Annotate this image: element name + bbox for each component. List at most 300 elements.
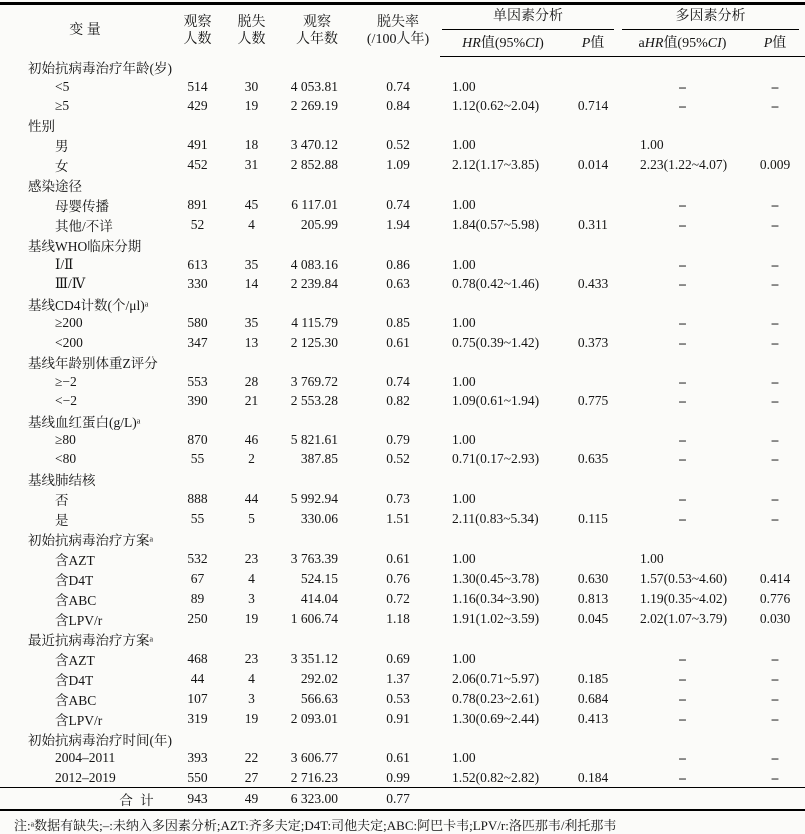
loss-rate: 1.18 — [386, 610, 410, 626]
p-value: 0.684 — [577, 690, 609, 706]
data-row — [0, 215, 805, 235]
hr-value: 0.75(0.39~1.42) — [452, 334, 540, 350]
header-text: 脱失率 — [377, 14, 419, 30]
hr-value — [440, 788, 566, 811]
variable-label: <80 — [55, 451, 77, 467]
lost-count: 3 — [248, 690, 255, 706]
p-value — [566, 77, 620, 96]
data-row — [0, 314, 805, 333]
table-body — [0, 57, 805, 811]
lost-count: 4 — [248, 217, 255, 233]
variable-group-row — [0, 469, 805, 489]
lost-count: 21 — [244, 392, 259, 408]
hr-value: 1.00 — [452, 197, 476, 213]
variable-group-row — [0, 175, 805, 195]
p-value: – — [771, 97, 779, 113]
observed-count: 429 — [187, 97, 208, 113]
p-value: 0.045 — [577, 610, 609, 626]
observed-count: 107 — [187, 690, 208, 706]
p-value — [566, 431, 620, 450]
ahr-value: – — [679, 78, 686, 94]
header-text: 人数 — [183, 31, 212, 47]
ahr-value: – — [679, 217, 686, 233]
header-text: 多因素分析 — [622, 5, 799, 30]
lost-count: 30 — [244, 78, 259, 94]
hr-value: 2.12(1.17~3.85) — [452, 157, 540, 173]
loss-rate: 0.74 — [386, 197, 410, 213]
hr-value: 1.84(0.57~5.98) — [452, 217, 540, 233]
ahr-value: – — [679, 392, 686, 408]
person-years: 2 716.23 — [290, 769, 338, 785]
group-label: 基线血红蛋白(g/L)ᵃ — [28, 414, 141, 430]
p-value: – — [771, 670, 779, 686]
variable-label: <5 — [55, 78, 70, 94]
observed-count: 390 — [187, 392, 208, 408]
p-value: 0.014 — [577, 157, 609, 173]
p-value: – — [771, 510, 779, 526]
group-label: 初始抗病毒治疗时间(年) — [28, 732, 172, 748]
p-value: – — [771, 217, 779, 233]
variable-label: 含AZT — [55, 652, 95, 668]
hr-value: 1.12(0.62~2.04) — [452, 97, 540, 113]
group-label: 最近抗病毒治疗方案ᵃ — [28, 632, 154, 648]
header-text: 人数 — [237, 31, 266, 47]
person-years: 3 606.77 — [290, 750, 338, 766]
variable-label: ≥5 — [55, 97, 70, 113]
header-text: P — [581, 35, 591, 51]
ahr-value: – — [679, 276, 686, 292]
lost-count: 49 — [225, 788, 278, 811]
group-label: 初始抗病毒治疗年龄(岁) — [28, 61, 172, 76]
hr-value: 1.00 — [452, 373, 476, 389]
total-row — [0, 788, 805, 811]
person-years: 5 992.94 — [290, 490, 338, 506]
ahr-value — [620, 788, 745, 811]
data-row — [0, 77, 805, 96]
p-value — [566, 314, 620, 333]
person-years: 1 606.74 — [290, 610, 338, 626]
observed-count: 553 — [187, 373, 208, 389]
observed-count: 44 — [190, 670, 205, 686]
p-value: 0.813 — [577, 590, 609, 606]
person-years: 2 125.30 — [290, 334, 338, 350]
data-row — [0, 549, 805, 569]
p-value: 0.414 — [759, 570, 791, 586]
ahr-value: – — [679, 197, 686, 213]
lost-count: 27 — [244, 769, 259, 785]
person-years: 566.63 — [300, 690, 338, 706]
p-value: 0.776 — [759, 590, 791, 606]
lost-count: 5 — [248, 510, 255, 526]
person-years: 330.06 — [300, 510, 338, 526]
p-value — [745, 135, 805, 155]
hr-value: 2.11(0.83~5.34) — [452, 510, 539, 526]
p-value: – — [771, 769, 779, 785]
group-label: 基线WHO临床分期 — [28, 239, 142, 255]
col-header-person-years — [278, 4, 356, 57]
p-value — [566, 255, 620, 274]
hr-value: 1.91(1.02~3.59) — [452, 610, 540, 626]
p-value — [566, 749, 620, 768]
person-years: 4 115.79 — [291, 315, 338, 331]
observed-count: 347 — [187, 334, 208, 350]
data-row — [0, 689, 805, 709]
group-label: 初始抗病毒治疗方案ᵃ — [28, 532, 154, 548]
loss-rate: 0.52 — [386, 137, 410, 153]
lost-count: 31 — [244, 157, 259, 173]
hr-value: 1.30(0.69~2.44) — [452, 710, 540, 726]
p-value: – — [771, 256, 779, 272]
group-label: 性别 — [28, 119, 55, 135]
loss-rate: 1.09 — [386, 157, 410, 173]
variable-label: 男 — [55, 139, 69, 155]
p-value: – — [771, 315, 779, 331]
variable-group-row — [0, 529, 805, 549]
loss-rate: 0.61 — [386, 750, 410, 766]
person-years: 2 239.84 — [290, 276, 338, 292]
loss-rate: 0.99 — [386, 769, 410, 785]
person-years: 292.02 — [300, 670, 338, 686]
hr-value: 2.06(0.71~5.97) — [452, 670, 540, 686]
data-row — [0, 669, 805, 689]
header-text: 观察 — [183, 14, 212, 30]
loss-rate: 0.72 — [386, 590, 410, 606]
p-value: – — [771, 710, 779, 726]
ahr-value: 1.57(0.53~4.60) — [640, 570, 728, 586]
p-value — [745, 788, 805, 811]
data-row — [0, 749, 805, 768]
lost-count: 13 — [244, 334, 259, 350]
data-row — [0, 450, 805, 469]
person-years: 414.04 — [300, 590, 338, 606]
variable-label — [0, 788, 170, 811]
observed-count: 330 — [187, 276, 208, 292]
lost-count: 46 — [244, 432, 259, 448]
col-header-p-multivariate — [745, 30, 805, 57]
header-text: 人年数 — [296, 31, 338, 47]
p-value: – — [771, 690, 779, 706]
group-label: 基线CD4计数(个/μl)ᵃ — [28, 297, 149, 313]
header-text: 值(95% — [480, 35, 526, 51]
p-value: 0.714 — [577, 97, 609, 113]
p-value: 0.115 — [578, 510, 608, 526]
p-value: 0.184 — [577, 769, 609, 785]
loss-rate: 0.74 — [386, 78, 410, 94]
ahr-value: – — [679, 650, 686, 666]
p-value — [566, 649, 620, 669]
person-years: 2 553.28 — [290, 392, 338, 408]
ahr-value: – — [679, 670, 686, 686]
p-value: – — [771, 750, 779, 766]
data-row — [0, 589, 805, 609]
loss-rate: 0.85 — [386, 315, 410, 331]
p-value: – — [771, 276, 779, 292]
lost-count: 19 — [244, 710, 259, 726]
variable-label: 含ABC — [55, 592, 97, 608]
lost-count: 18 — [244, 137, 259, 153]
variable-label: ≥−2 — [55, 373, 77, 389]
variable-group-row — [0, 629, 805, 649]
ahr-value: – — [679, 256, 686, 272]
header-text: 脱失 — [237, 14, 266, 30]
variable-label: 含ABC — [55, 692, 97, 708]
person-years: 205.99 — [300, 217, 338, 233]
header-text: a — [638, 35, 645, 51]
data-row — [0, 768, 805, 788]
p-value: – — [771, 197, 779, 213]
hr-value: 0.71(0.17~2.93) — [452, 451, 540, 467]
person-years: 4 053.81 — [290, 78, 338, 94]
lost-count: 3 — [248, 590, 255, 606]
loss-rate: 0.69 — [386, 650, 410, 666]
p-value — [566, 135, 620, 155]
lost-count: 28 — [244, 373, 259, 389]
data-row — [0, 569, 805, 589]
observed-count: 319 — [187, 710, 208, 726]
ahr-value: – — [679, 490, 686, 506]
data-row — [0, 135, 805, 155]
person-years: 524.15 — [300, 570, 338, 586]
p-value: – — [771, 490, 779, 506]
variable-label: ≥80 — [55, 432, 76, 448]
observed-count: 55 — [190, 510, 205, 526]
variable-label: 女 — [55, 159, 69, 175]
hr-value: 1.00 — [452, 432, 476, 448]
lost-count: 19 — [244, 610, 259, 626]
p-value — [566, 788, 620, 811]
hr-value: 1.00 — [452, 78, 476, 94]
data-row — [0, 96, 805, 115]
lost-count: 23 — [244, 550, 259, 566]
loss-rate: 1.94 — [386, 217, 410, 233]
loss-rate: 0.74 — [386, 373, 410, 389]
ahr-value: 1.00 — [640, 137, 664, 153]
data-row — [0, 195, 805, 215]
hr-value: 1.00 — [452, 490, 476, 506]
variable-group-row — [0, 729, 805, 749]
header-text: 单因素分析 — [442, 5, 614, 30]
ahr-value: – — [679, 750, 686, 766]
data-row — [0, 609, 805, 629]
ahr-value: 2.02(1.07~3.79) — [640, 610, 728, 626]
variable-label: 含D4T — [55, 572, 94, 588]
loss-rate: 0.53 — [386, 690, 410, 706]
person-years: 3 351.12 — [290, 650, 338, 666]
group-label: 基线年龄别体重Z评分 — [28, 356, 158, 372]
p-value: 0.009 — [759, 157, 791, 173]
hr-value: 0.78(0.42~1.46) — [452, 276, 540, 292]
p-value: – — [771, 451, 779, 467]
ahr-value: – — [679, 690, 686, 706]
p-value: 0.630 — [577, 570, 609, 586]
loss-rate: 0.63 — [386, 276, 410, 292]
variable-group-row — [0, 294, 805, 314]
lost-count: 23 — [244, 650, 259, 666]
observed-count: 393 — [187, 750, 208, 766]
ahr-value: – — [679, 710, 686, 726]
variable-group-row — [0, 352, 805, 372]
loss-rate: 0.82 — [386, 392, 410, 408]
lost-count: 35 — [244, 256, 259, 272]
header-text: 观察 — [303, 14, 331, 30]
ahr-value: – — [679, 432, 686, 448]
observed-count: 89 — [190, 590, 205, 606]
variable-group-row — [0, 235, 805, 255]
variable-label: ≥200 — [55, 315, 83, 331]
p-value — [566, 489, 620, 509]
loss-rate: 1.51 — [386, 510, 410, 526]
p-value: 0.433 — [577, 276, 609, 292]
data-row — [0, 649, 805, 669]
loss-rate: 0.79 — [386, 432, 410, 448]
lost-count: 19 — [244, 97, 259, 113]
col-header-multivariate-group — [620, 4, 805, 31]
variable-label: 2004–2011 — [55, 750, 116, 766]
hr-value: 1.00 — [452, 315, 476, 331]
p-value: 0.030 — [759, 610, 791, 626]
data-row — [0, 489, 805, 509]
p-value: – — [771, 432, 779, 448]
ahr-value: – — [679, 373, 686, 389]
header-text: P — [763, 35, 773, 51]
observed-count: 468 — [187, 650, 208, 666]
hr-value: 1.30(0.45~3.78) — [452, 570, 540, 586]
data-row — [0, 275, 805, 294]
lost-count: 45 — [244, 197, 259, 213]
person-years: 3 470.12 — [290, 137, 338, 153]
person-years: 6 323.00 — [278, 788, 356, 811]
hr-value: 0.78(0.23~2.61) — [452, 690, 540, 706]
observed-count: 580 — [187, 315, 208, 331]
observed-count: 250 — [187, 610, 208, 626]
header-text: 值(95% — [663, 35, 708, 51]
ahr-value: – — [679, 769, 686, 785]
hr-value: 1.09(0.61~1.94) — [452, 392, 540, 408]
header-text: ) — [539, 35, 544, 51]
data-row — [0, 391, 805, 410]
header-text: 值 — [590, 35, 605, 51]
person-years: 2 269.19 — [290, 97, 338, 113]
p-value: – — [771, 373, 779, 389]
observed-count: 532 — [187, 550, 208, 566]
loss-rate: 0.84 — [386, 97, 410, 113]
header-text: HR — [462, 35, 481, 51]
loss-rate: 0.91 — [386, 710, 410, 726]
hr-value: 1.00 — [452, 137, 476, 153]
col-header-variable: 变 量 — [69, 23, 101, 39]
col-header-observed-count — [170, 4, 225, 57]
observed-count: 55 — [190, 451, 205, 467]
variable-label: 是 — [55, 512, 69, 528]
observed-count: 550 — [187, 769, 208, 785]
lost-count: 4 — [248, 570, 255, 586]
variable-label: 含D4T — [55, 672, 94, 688]
p-value: 0.185 — [577, 670, 609, 686]
p-value — [566, 372, 620, 391]
header-row-1 — [0, 4, 805, 31]
header-text: (/100人年) — [366, 31, 430, 47]
header-text: CI — [525, 35, 540, 51]
loss-rate: 0.77 — [356, 788, 440, 811]
hr-value: 1.00 — [452, 750, 476, 766]
observed-count: 870 — [187, 432, 208, 448]
col-header-univariate-group — [440, 4, 620, 31]
p-value: 0.311 — [578, 217, 608, 233]
ahr-value: – — [679, 97, 686, 113]
observed-count: 514 — [187, 78, 208, 94]
hr-value: 1.00 — [452, 650, 476, 666]
col-header-lost-count — [225, 4, 278, 57]
person-years: 3 763.39 — [290, 550, 338, 566]
group-label: 感染途径 — [28, 179, 82, 195]
p-value — [566, 195, 620, 215]
table-footnote: 注:ᵃ数据有缺失;–:未纳入多因素分析;AZT:齐多夫定;D4T:司他夫定;ABC:阿巴卡韦;LPV/r:洛匹那韦/利托那韦 — [14, 818, 617, 834]
data-row — [0, 372, 805, 391]
col-header-p-univariate — [566, 30, 620, 57]
variable-label: <200 — [55, 334, 83, 350]
person-years: 387.85 — [300, 451, 338, 467]
p-value: 0.413 — [577, 710, 609, 726]
col-header-loss-rate — [356, 4, 440, 57]
p-value: 0.635 — [577, 451, 609, 467]
p-value: 0.373 — [577, 334, 609, 350]
person-years: 2 852.88 — [290, 157, 338, 173]
p-value — [745, 549, 805, 569]
p-value: 0.775 — [577, 392, 609, 408]
observed-count: 888 — [187, 490, 208, 506]
lost-count: 35 — [244, 315, 259, 331]
lost-count: 14 — [244, 276, 259, 292]
ahr-value: – — [679, 451, 686, 467]
hr-value: 1.52(0.82~2.82) — [452, 769, 540, 785]
p-value: – — [771, 650, 779, 666]
observed-count: 491 — [187, 137, 208, 153]
p-value: – — [771, 78, 779, 94]
observed-count: 452 — [187, 157, 208, 173]
person-years: 5 821.61 — [290, 432, 338, 448]
observed-count: 613 — [187, 256, 208, 272]
variable-label: 其他/不详 — [55, 219, 113, 235]
group-label: 基线肺结核 — [28, 472, 96, 488]
person-years: 3 769.72 — [290, 373, 338, 389]
loss-rate: 0.76 — [386, 570, 410, 586]
ahr-value: – — [679, 510, 686, 526]
data-row — [0, 255, 805, 274]
lost-count: 22 — [244, 750, 259, 766]
table-header — [0, 4, 805, 57]
col-header-ahr — [620, 30, 745, 57]
lost-count: 2 — [248, 451, 255, 467]
hr-value: 1.00 — [452, 256, 476, 272]
variable-label: 含AZT — [55, 552, 95, 568]
variable-group-row — [0, 411, 805, 431]
variable-label: Ⅰ/Ⅱ — [55, 256, 74, 272]
header-text: ) — [721, 35, 727, 51]
data-row — [0, 333, 805, 352]
ahr-value: 1.19(0.35~4.02) — [640, 590, 728, 606]
variable-label: 含LPV/r — [55, 712, 103, 728]
header-text: CI — [707, 35, 722, 51]
variable-label: 2012–2019 — [55, 769, 116, 785]
col-header-hr — [440, 30, 566, 57]
p-value: – — [771, 334, 779, 350]
ahr-value: 1.00 — [640, 550, 664, 566]
variable-label: 含LPV/r — [55, 612, 103, 628]
ahr-value: – — [679, 315, 686, 331]
variable-label: Ⅲ/Ⅳ — [55, 276, 86, 292]
loss-rate: 0.61 — [386, 334, 410, 350]
hr-value: 1.16(0.34~3.90) — [452, 590, 540, 606]
